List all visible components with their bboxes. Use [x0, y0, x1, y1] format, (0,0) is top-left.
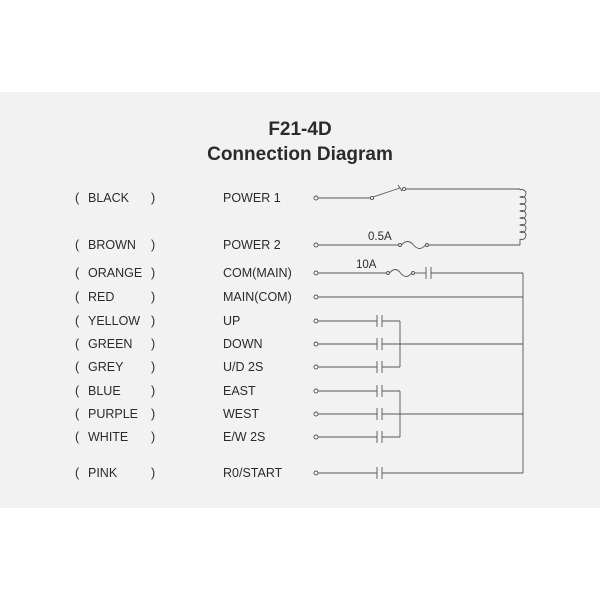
open-paren: ( — [75, 466, 80, 480]
power1-switch-circuit — [314, 185, 520, 200]
close-paren: ) — [151, 290, 156, 304]
function-label: E/W 2S — [223, 430, 266, 444]
function-label: U/D 2S — [223, 360, 264, 374]
terminal-dot — [314, 435, 318, 439]
start-contact-circuit — [314, 467, 523, 479]
wire-color-label: ORANGE — [88, 266, 143, 280]
function-label: MAIN(COM) — [223, 290, 292, 304]
close-paren: ) — [151, 337, 156, 351]
wire-color-label: YELLOW — [88, 314, 141, 328]
terminal-dot — [314, 295, 318, 299]
com-main-circuit — [314, 259, 523, 279]
close-paren: ) — [151, 191, 156, 205]
function-label: COM(MAIN) — [223, 266, 292, 280]
open-paren: ( — [75, 384, 80, 398]
fuse-icon — [402, 242, 426, 249]
function-label: WEST — [223, 407, 260, 421]
fuse-rating-label: 0.5A — [368, 231, 392, 243]
open-paren: ( — [75, 430, 80, 444]
up-down-contact-group — [314, 315, 523, 373]
close-paren: ) — [151, 266, 156, 280]
close-paren: ) — [151, 430, 156, 444]
close-paren: ) — [151, 314, 156, 328]
close-paren: ) — [151, 238, 156, 252]
open-paren: ( — [75, 191, 80, 205]
wire-color-label: GREEN — [88, 337, 133, 351]
open-paren: ( — [75, 360, 80, 374]
switch-contact — [402, 187, 405, 190]
wire-color-label: RED — [88, 290, 115, 304]
function-label: POWER 2 — [223, 238, 281, 252]
terminal-dot — [314, 389, 318, 393]
diagram-title: Connection Diagram — [207, 144, 393, 165]
terminal-dot — [314, 243, 318, 247]
terminal-dot — [314, 319, 318, 323]
east-west-contact-group — [314, 385, 523, 443]
wire-color-label: PINK — [88, 466, 118, 480]
terminal-dot — [314, 342, 318, 346]
function-label: R0/START — [223, 466, 283, 480]
function-label: UP — [223, 314, 241, 328]
wire-color-label: BLUE — [88, 384, 121, 398]
coil-icon — [520, 190, 526, 245]
wire-color-label: BLACK — [88, 191, 129, 205]
terminal-dot — [314, 471, 318, 475]
fuse-rating-label: 10A — [356, 259, 377, 271]
open-paren: ( — [75, 337, 80, 351]
open-paren: ( — [75, 407, 80, 421]
terminal-dot — [314, 196, 318, 200]
wire-color-label: PURPLE — [88, 407, 139, 421]
terminal-dot — [314, 271, 318, 275]
fuse-icon — [390, 270, 412, 277]
open-paren: ( — [75, 290, 80, 304]
terminal-dot — [314, 412, 318, 416]
wire-color-label: GREY — [88, 360, 124, 374]
model-title: F21-4D — [268, 119, 332, 140]
wire-color-label: BROWN — [88, 238, 136, 252]
close-paren: ) — [151, 466, 156, 480]
function-label: EAST — [223, 384, 256, 398]
switch-blade-icon — [373, 188, 400, 197]
power2-fuse-circuit — [314, 231, 520, 249]
wire-color-label: WHITE — [88, 430, 129, 444]
function-label: POWER 1 — [223, 191, 281, 205]
close-paren: ) — [151, 407, 156, 421]
open-paren: ( — [75, 314, 80, 328]
open-paren: ( — [75, 238, 80, 252]
function-label: DOWN — [223, 337, 263, 351]
terminal-dot — [314, 365, 318, 369]
open-paren: ( — [75, 266, 80, 280]
main-com-line — [314, 295, 523, 299]
close-paren: ) — [151, 360, 156, 374]
close-paren: ) — [151, 384, 156, 398]
